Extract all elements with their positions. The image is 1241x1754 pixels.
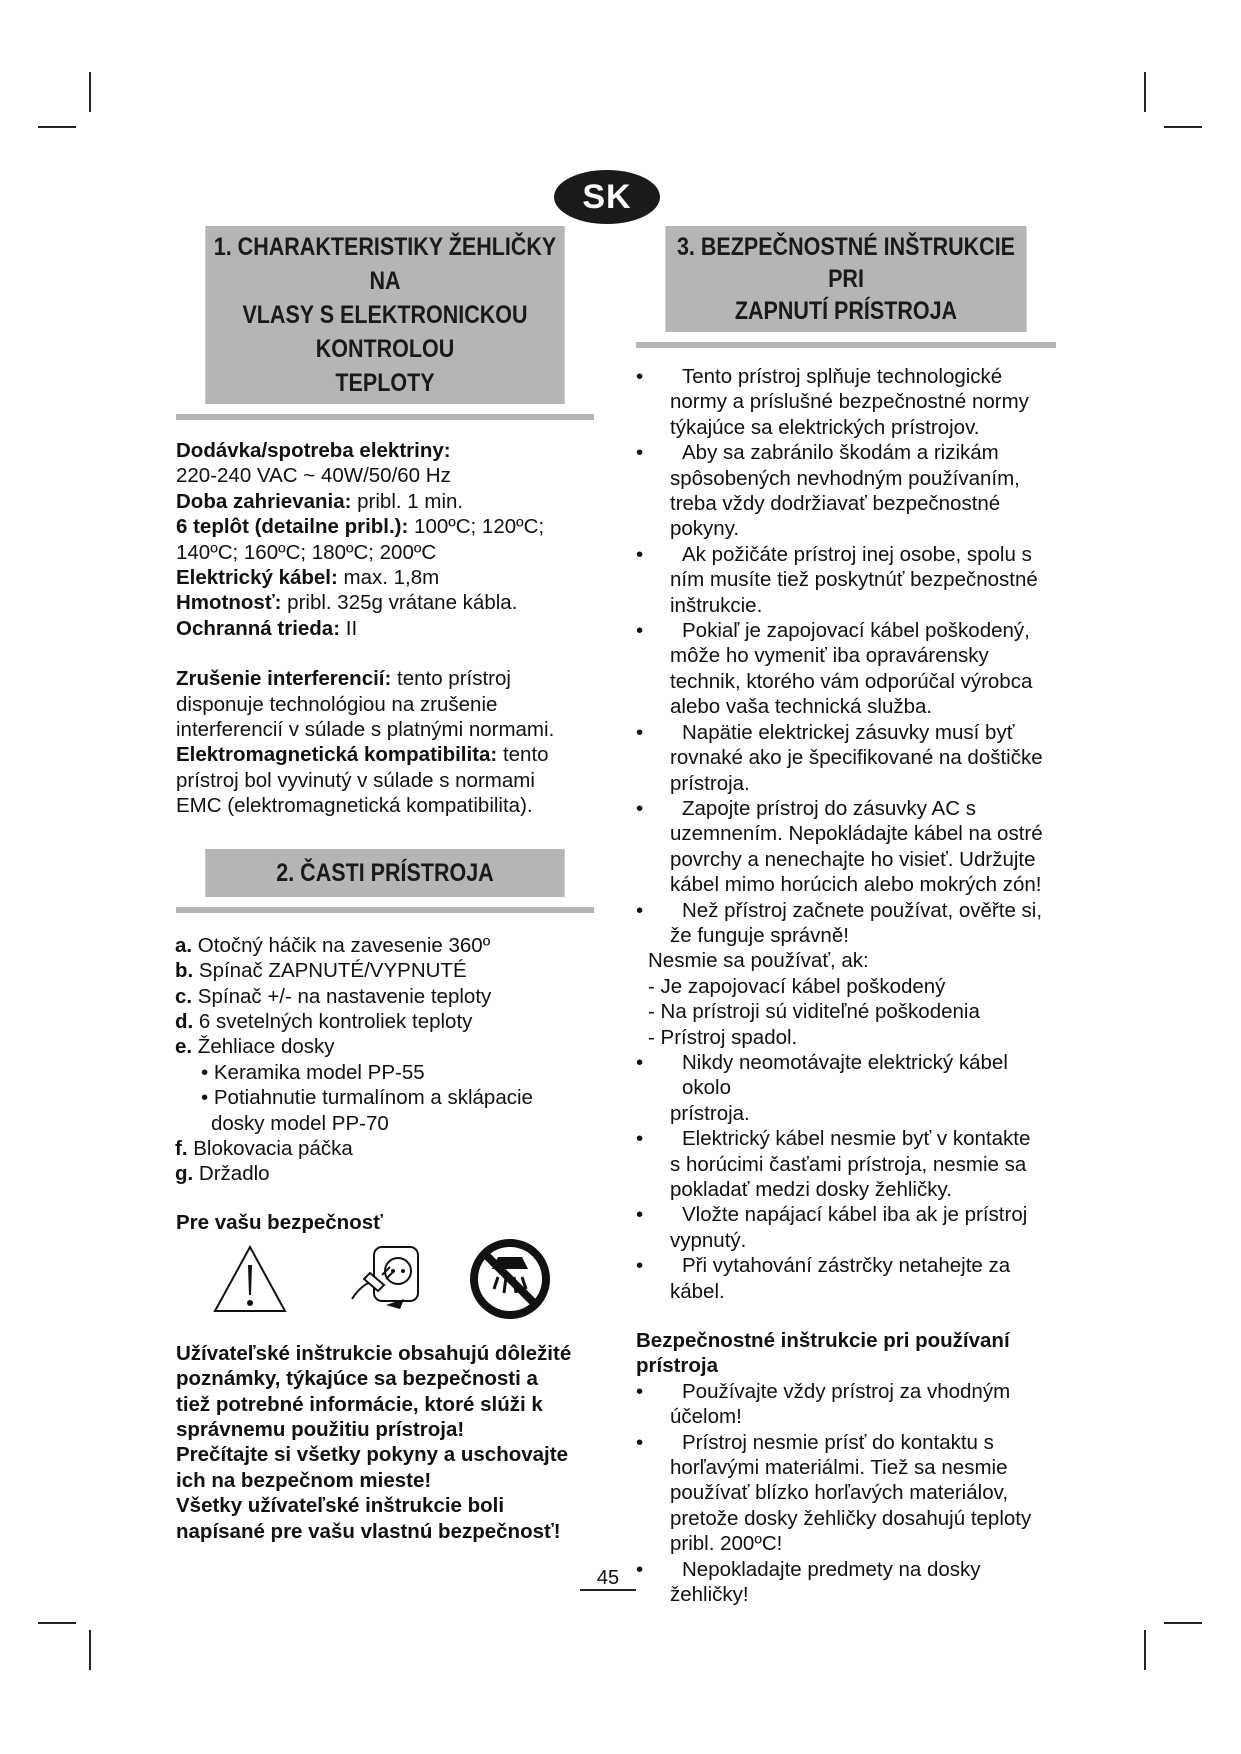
- bullet-item: [636, 1202, 1056, 1253]
- part-text: Držadlo: [193, 1162, 270, 1186]
- usage-title-line: Bezpečnostné inštrukcie pri používaní: [636, 1329, 1010, 1353]
- field-value: II: [340, 616, 358, 640]
- part-item: [175, 958, 594, 983]
- bullet-item: [636, 1557, 1056, 1608]
- condition-line: - Prístroj spadol.: [648, 1025, 798, 1049]
- bullet-line: používať blízko horľavých materiálov,: [670, 1481, 1009, 1505]
- divider: [176, 907, 594, 913]
- bullet-symbol: •: [636, 619, 644, 643]
- part-text: Spínač ZAPNUTÉ/VYPNUTÉ: [193, 959, 467, 983]
- divider: [636, 342, 1056, 348]
- section1-header: [176, 226, 594, 420]
- part-key: a.: [175, 933, 193, 957]
- text-line: [176, 590, 594, 615]
- safety-warning: [176, 1341, 594, 1544]
- usage-title: [636, 1328, 1056, 1379]
- bullet-line: vypnutý.: [670, 1228, 747, 1252]
- text-line: [176, 514, 594, 539]
- part-key: g.: [175, 1162, 194, 1186]
- bullet-item: [636, 720, 1056, 796]
- field-value: interferencií v súlade s platnými normami.: [176, 718, 555, 742]
- bullet-item: [636, 1050, 1056, 1126]
- bullet-line: kábel mimo horúcich alebo mokrých zón!: [670, 873, 1042, 897]
- bullet-line: Napätie elektrickej zásuvky musí byť: [682, 720, 1015, 744]
- left-column: [176, 226, 594, 1544]
- text-line: [176, 438, 594, 463]
- bullet-line: pretože dosky žehličky dosahujú teploty: [670, 1506, 1032, 1530]
- bullet-line: rovnaké ako je špecifikované na doštičke: [670, 746, 1043, 770]
- bullet-line: Vložte napájací kábel iba ak je prístroj: [682, 1203, 1028, 1227]
- subpart-item: • Keramika model PP-55: [201, 1060, 425, 1084]
- bullet-symbol: •: [636, 720, 644, 744]
- text-line: [176, 742, 594, 767]
- bullet-symbol: •: [636, 1557, 644, 1581]
- condition-line: Nesmie sa používať, ak:: [648, 949, 869, 973]
- bullet-item: [636, 898, 1056, 949]
- bullet-line: týkajúce sa elektrických prístrojov.: [670, 415, 980, 439]
- warning-line: Všetky užívateľské inštrukcie boli: [176, 1494, 505, 1518]
- text-line: [176, 666, 594, 691]
- subpart-item: • Potiahnutie turmalínom a sklápacie: [201, 1086, 533, 1110]
- warning-line: Prečítajte si všetky pokyny a uschovajte: [176, 1443, 568, 1467]
- plug-socket-icon: [346, 1239, 426, 1319]
- bullet-item: [636, 1430, 1056, 1557]
- field-label: Elektromagnetická kompatibilita:: [176, 743, 498, 767]
- field-label: Zrušenie interferencií:: [176, 667, 392, 691]
- no-water-icon: [468, 1237, 552, 1321]
- specifications: [176, 438, 594, 641]
- part-item: [175, 1136, 594, 1161]
- bullet-text: [670, 1126, 1056, 1202]
- bullet-line: Prístroj nesmie prísť do kontaktu s: [682, 1430, 994, 1454]
- bullet-text: [670, 618, 1056, 720]
- bullet-line: Tento prístroj splňuje technologické: [682, 365, 1003, 388]
- part-key: b.: [175, 959, 194, 983]
- bullet-line: Nepokladajte predmety na dosky: [682, 1557, 981, 1581]
- bullet-item: [636, 1379, 1056, 1430]
- part-key: f.: [175, 1136, 188, 1160]
- crop-mark: [38, 1622, 76, 1624]
- parts-list: [175, 933, 594, 1187]
- bullet-text: [670, 720, 1056, 796]
- field-value: max. 1,8m: [337, 566, 440, 590]
- bullet-line: spôsobených nevhodným používaním,: [670, 466, 1020, 490]
- bullet-symbol: •: [636, 1127, 644, 1151]
- bullet-line: Zapojte prístroj do zásuvky AC s: [682, 796, 976, 820]
- bullet-text: [670, 1050, 1056, 1126]
- bullet-text: [670, 542, 1056, 618]
- bullet-line: pokyny.: [670, 517, 740, 541]
- field-value: disponuje technológiou na zrušenie: [176, 692, 498, 716]
- crop-mark: [1144, 72, 1146, 112]
- bullet-line: normy a príslušné bezpečnostné normy: [670, 390, 1029, 414]
- part-item: [175, 1009, 594, 1034]
- bullet-text: [670, 1253, 1056, 1304]
- section1-title-line: VLASY S ELEKTRONICKOU KONTROLOU: [242, 301, 528, 363]
- text-line: [176, 692, 594, 717]
- safety-bullets-b: [636, 1050, 1056, 1304]
- field-value: 140ºC; 160ºC; 180ºC; 200ºC: [176, 540, 437, 564]
- right-column: [636, 226, 1056, 1608]
- bullet-line: Ak požičáte prístroj inej osobe, spolu s: [682, 542, 1032, 566]
- part-text: Blokovacia páčka: [187, 1136, 353, 1160]
- text-line: [176, 540, 594, 565]
- bullet-text: [670, 440, 1056, 542]
- crop-mark: [38, 126, 76, 128]
- field-label: Ochranná trieda:: [176, 616, 341, 640]
- warning-line: napísané pre vašu vlastnú bezpečnosť!: [176, 1519, 561, 1543]
- bullet-text: [670, 898, 1056, 949]
- bullet-line: Elektrický kábel nesmie byť v kontakte: [682, 1127, 1031, 1151]
- bullet-line: prístroja.: [670, 771, 750, 795]
- field-label: Hmotnosť:: [176, 591, 282, 615]
- bullet-symbol: •: [636, 1379, 644, 1403]
- bullet-text: [670, 1202, 1056, 1253]
- crop-mark: [89, 72, 91, 112]
- part-text: Spínač +/- na nastavenie teploty: [192, 984, 492, 1008]
- part-item: [175, 984, 594, 1009]
- field-value: tento prístroj: [391, 667, 511, 691]
- bullet-symbol: •: [636, 542, 644, 566]
- bullet-item: [636, 440, 1056, 542]
- bullet-item: [636, 1253, 1056, 1304]
- bullet-line: účelom!: [670, 1405, 742, 1429]
- section3-title-line: 3. BEZPEČNOSTNÉ INŠTRUKCIE PRI: [676, 233, 1016, 293]
- field-value: EMC (elektromagnetická kompatibilita).: [176, 794, 533, 818]
- field-value: pribl. 1 min.: [351, 489, 464, 513]
- safety-title: Pre vašu bezpečnosť: [176, 1210, 383, 1234]
- condition-line: - Je zapojovací kábel poškodený: [648, 974, 946, 998]
- section1-title-line: 1. CHARAKTERISTIKY ŽEHLIČKY NA: [213, 233, 557, 295]
- bullet-line: žehličky!: [670, 1583, 749, 1607]
- bullet-line: kábel.: [670, 1279, 725, 1303]
- text-line: [176, 463, 594, 488]
- warning-line: tiež potrebné informácie, ktoré slúži k: [176, 1392, 543, 1416]
- part-text: 6 svetelných kontroliek teploty: [193, 1009, 473, 1033]
- crop-mark: [1144, 1630, 1146, 1670]
- safety-icons: [176, 1237, 594, 1329]
- usage-title-line: prístroja: [636, 1354, 719, 1378]
- condition-line: - Na prístroji sú viditeľné poškodenia: [648, 1000, 980, 1024]
- crop-mark: [1164, 1622, 1202, 1624]
- section2-title: 2. ČASTI PRÍSTROJA: [205, 849, 564, 897]
- crop-mark: [1164, 126, 1202, 128]
- not-use-conditions: [636, 948, 1056, 1050]
- bullet-text: [670, 796, 1056, 898]
- bullet-line: povrchy a nenechajte ho visieť. Udržujte: [670, 847, 1036, 871]
- section2-header: [176, 849, 594, 913]
- bullet-line: Při vytahování zástrčky netahejte za: [682, 1254, 1011, 1278]
- bullet-text: [670, 364, 1056, 440]
- safety-bullets-c: [636, 1379, 1056, 1608]
- warning-line: správnemu použitiu prístroja!: [176, 1417, 465, 1441]
- bullet-line: alebo vaša technická služba.: [670, 695, 933, 719]
- page-number: 45: [580, 1567, 636, 1591]
- divider: [176, 414, 594, 420]
- text-line: [176, 717, 594, 742]
- part-item: [175, 933, 594, 958]
- bullet-line: môže ho vymeniť iba opravárensky: [670, 644, 989, 668]
- bullet-line: inštrukcie.: [670, 593, 763, 617]
- section1-title-line: TEPLOTY: [335, 369, 435, 397]
- bullet-symbol: •: [636, 1203, 644, 1227]
- section3-header: [636, 226, 1056, 348]
- warning-line: Užívateľské inštrukcie obsahujú dôležité: [176, 1341, 572, 1365]
- bullet-symbol: •: [636, 1254, 644, 1278]
- field-label: 6 teplôt (detailne pribl.):: [176, 515, 409, 539]
- part-key: c.: [175, 984, 193, 1008]
- bullet-line: pribl. 200ºC!: [670, 1532, 783, 1556]
- section3-title-line: ZAPNUTÍ PRÍSTROJA: [734, 297, 958, 325]
- text-line: [176, 489, 594, 514]
- part-item: [175, 1161, 594, 1186]
- part-key: e.: [175, 1035, 193, 1059]
- bullet-symbol: •: [636, 898, 644, 922]
- text-line: [176, 616, 594, 641]
- safety-bullets-a: [636, 364, 1056, 948]
- bullet-symbol: •: [636, 365, 644, 388]
- bullet-line: technik, ktorého vám odporúčal výrobca: [670, 669, 1033, 693]
- bullet-line: s horúcimi časťami prístroja, nesmie sa: [670, 1152, 1027, 1176]
- warning-line: poznámky, týkajúce sa bezpečnosti a: [176, 1367, 538, 1391]
- warning-line: ich na bezpečnom mieste!: [176, 1468, 432, 1492]
- field-value: pribl. 325g vrátane kábla.: [281, 591, 518, 615]
- bullet-line: Nikdy neomotávajte elektrický kábel okolo: [682, 1050, 1008, 1100]
- warning-triangle-icon: [212, 1243, 288, 1315]
- bullet-symbol: •: [636, 1430, 644, 1454]
- part-item: [175, 1034, 594, 1059]
- bullet-item: [636, 364, 1056, 440]
- bullet-line: Používajte vždy prístroj za vhodným: [682, 1379, 1011, 1403]
- field-value: 220-240 VAC ~ 40W/50/60 Hz: [176, 464, 451, 488]
- bullet-line: prístroja.: [670, 1101, 750, 1125]
- bullet-item: [636, 796, 1056, 898]
- bullet-line: pokladať medzi dosky žehličky.: [670, 1178, 952, 1201]
- bullet-item: [636, 1126, 1056, 1202]
- bullet-text: [670, 1379, 1056, 1430]
- bullet-text: [670, 1430, 1056, 1557]
- bullet-symbol: •: [636, 441, 644, 465]
- interference-info: [176, 666, 594, 818]
- text-line: [176, 565, 594, 590]
- field-label: Doba zahrievania:: [176, 489, 352, 513]
- bullet-line: Pokiaľ je zapojovací kábel poškodený,: [682, 619, 1030, 643]
- bullet-item: [636, 542, 1056, 618]
- field-value: tento: [497, 743, 549, 767]
- bullet-symbol: •: [636, 1050, 644, 1074]
- field-value: prístroj bol vyvinutý v súlade s normami: [176, 768, 535, 792]
- text-line: [176, 793, 594, 818]
- subpart-item: dosky model PP-70: [211, 1111, 389, 1135]
- bullet-line: treba vždy dodržiavať bezpečnostné: [670, 492, 1001, 516]
- bullet-item: [636, 618, 1056, 720]
- bullet-line: že funguje správně!: [670, 923, 849, 947]
- field-label: Dodávka/spotreba elektriny:: [176, 439, 451, 462]
- language-badge: SK: [554, 170, 660, 224]
- part-text: Otočný háčik na zavesenie 360º: [192, 933, 491, 957]
- field-value: 100ºC; 120ºC;: [408, 515, 545, 539]
- bullet-line: horľavými materiálmi. Tiež sa nesmie: [670, 1456, 1008, 1480]
- part-text: Žehliace dosky: [192, 1035, 335, 1059]
- bullet-text: [670, 1557, 1056, 1608]
- part-key: d.: [175, 1009, 194, 1033]
- bullet-symbol: •: [636, 796, 644, 820]
- bullet-line: Aby sa zabránilo škodám a rizikám: [682, 441, 999, 465]
- crop-mark: [89, 1630, 91, 1670]
- bullet-line: ním musíte tiež poskytnúť bezpečnostné: [670, 568, 1038, 592]
- field-label: Elektrický kábel:: [176, 566, 338, 590]
- bullet-line: Než přístroj začnete používat, ověřte si,: [682, 898, 1043, 922]
- bullet-line: uzemnením. Nepokládajte kábel na ostré: [670, 822, 1043, 846]
- text-line: [176, 768, 594, 793]
